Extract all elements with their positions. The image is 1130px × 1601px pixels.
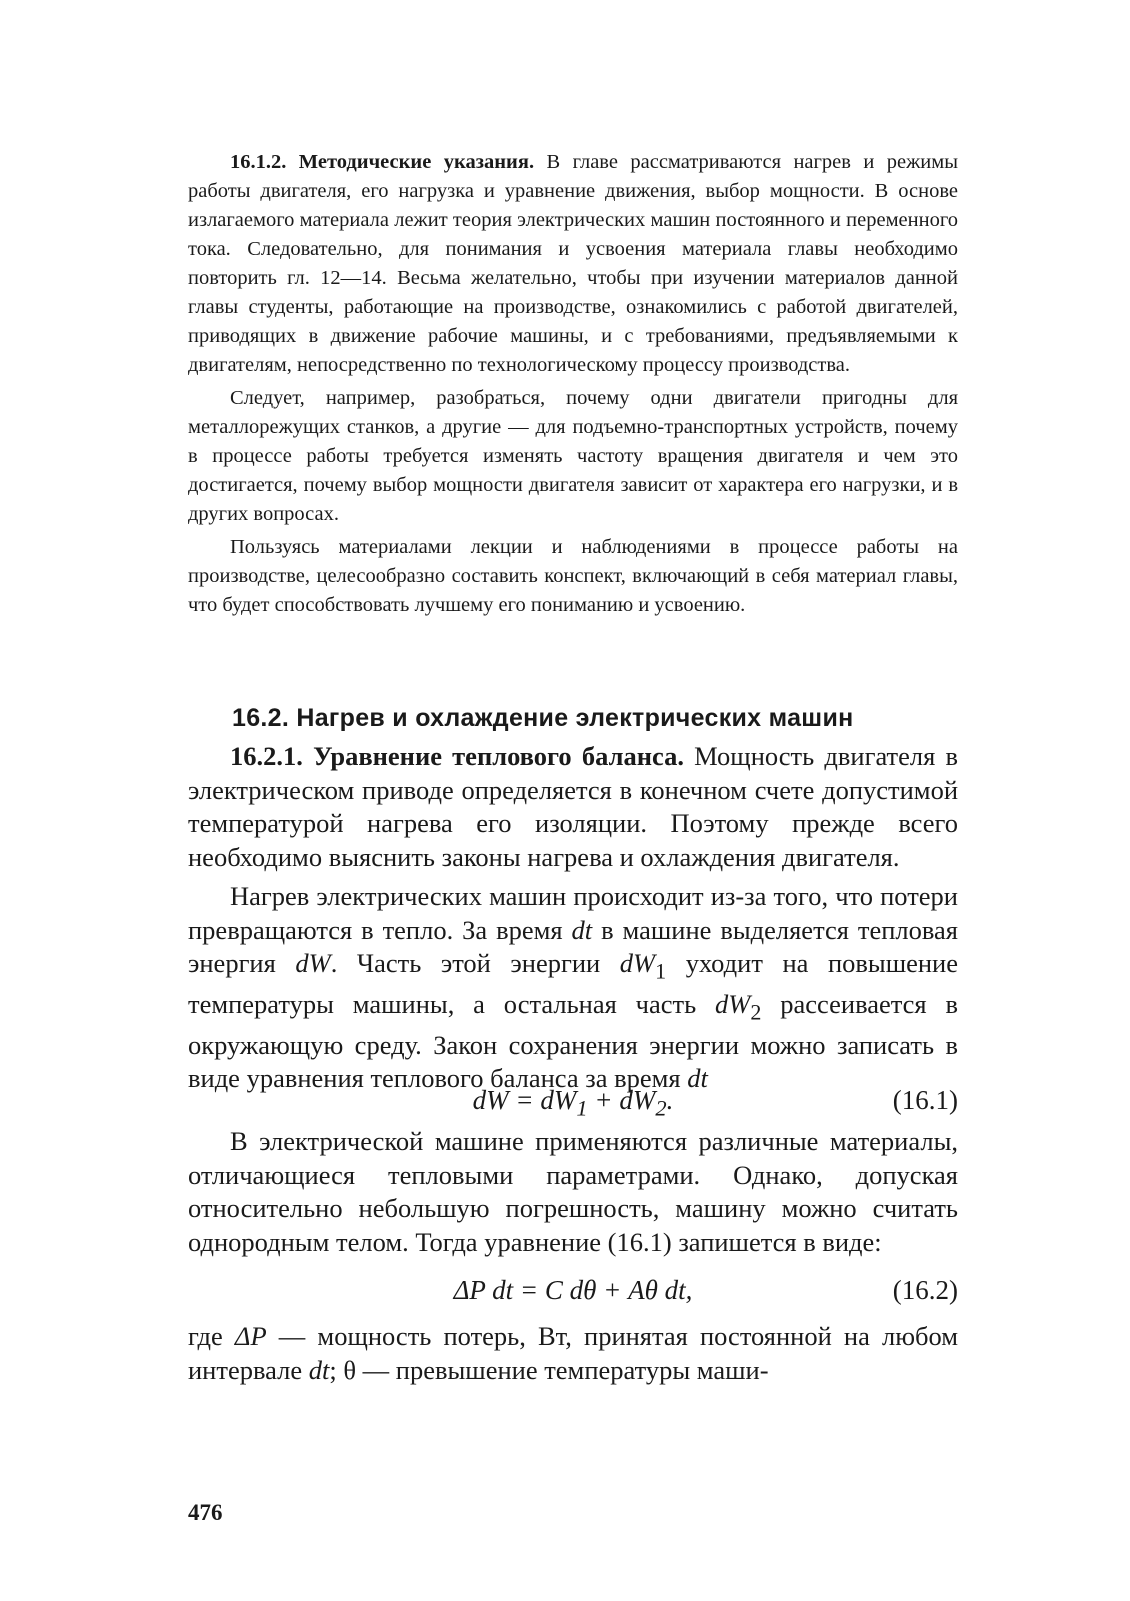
formula-expression: ΔP dt = C dθ + Aθ dt,	[453, 1275, 693, 1305]
formula-part: .	[666, 1085, 674, 1115]
text-run: ; θ — превышение температуры маши-	[329, 1354, 769, 1385]
body-block	[188, 1125, 958, 1259]
math-symbol: ΔP	[234, 1321, 267, 1351]
text-run: в машине выделяется тепловая энергия	[188, 914, 958, 978]
paragraph	[188, 1320, 958, 1387]
math-subscript: 1	[576, 1095, 588, 1121]
equation-number: (16.2)	[892, 1275, 958, 1305]
formula-16-2	[188, 1275, 958, 1315]
math-subscript: 1	[655, 958, 667, 984]
paragraph-text: В главе рассматриваются нагрев и режимы работы двигателя, его нагрузка и уравнение движения, выбор мощности. В основе излагаемого материала лежит теория электрических машин постоянного и переменного тока. Следовательно, для понимания и усвоения материала главы необходимо повторить гл. 12—14. Весьма желательно, чтобы при изучении материалов данной главы студенты, работающие на производстве, ознакомились с работой двигателей, приводящих в движение рабочие машины, и с требованиями, предъявляемыми к двигателям, непосредственно по технологическому процессу производства.	[188, 151, 958, 376]
math-subscript: 2	[655, 1095, 667, 1121]
paragraph	[188, 740, 958, 874]
paragraph: Следует, например, разобраться, почему одни двигатели пригодны для металлорежущих станков, а другие — для подъемно-транспортных устройств, почему в процессе работы требуется изменять частоту вращения двигателя и чем это достигается, почему выбор мощности двигателя зависит от характера его нагрузки, и в других вопросах.	[188, 387, 958, 525]
math-symbol: dW	[715, 988, 751, 1019]
text-run: рассеивается в окружающую среду. Закон сохранения энергии можно записать в виде уравнения теплового баланса за время	[188, 988, 958, 1094]
text-run: — мощность потерь, Вт, принятая постоянной на любом интервале	[188, 1321, 958, 1385]
paragraph	[188, 148, 958, 380]
formula-16-1	[188, 1085, 958, 1125]
paragraph	[188, 880, 958, 1096]
paragraph: Пользуясь материалами лекции и наблюдениями в процессе работы на производстве, целесообразно составить конспект, включающий в себя материал главы, что будет способствовать лучшему его пониманию и усвоению.	[188, 536, 958, 616]
text-run: Нагрев электрических машин происходит из-за того, что потери превращаются в тепло. За время	[188, 881, 958, 945]
guidelines-block	[188, 148, 958, 620]
paragraph-text: Мощность двигателя в электрическом приводе определяется в конечном счете допустимой температурой нагрева его изоляции. Поэтому прежде всего необходимо выяснить законы нагрева и охлаждения двигателя.	[188, 741, 958, 872]
page-number: 476	[188, 1500, 223, 1525]
math-symbol: dW	[295, 948, 331, 978]
section-title: 16.2. Нагрев и охлаждение электрических машин	[232, 704, 854, 732]
math-symbol: dW	[619, 948, 656, 978]
text-run: где	[188, 1321, 235, 1351]
formula-part: dW = dW	[472, 1085, 577, 1115]
subsection-heading: 16.1.2. Методические указания.	[230, 151, 535, 173]
formula-part: + dW	[587, 1085, 656, 1115]
heat-balance-block	[188, 740, 958, 1096]
subsection-heading: 16.2.1. Уравнение теплового баланса.	[230, 741, 684, 771]
math-symbol: dt	[687, 1063, 708, 1094]
text-run: . Часть этой энергии	[330, 948, 620, 978]
math-symbol: dt	[571, 914, 593, 945]
paragraph: В электрической машине применяются различные материалы, отличающиеся тепловыми параметрами. Однако, допуская относительно небольшую погрешность, машину можно считать однородным телом. Тогда уравнение (16.1) запишется в виде:	[188, 1126, 958, 1257]
math-subscript: 2	[750, 999, 762, 1025]
formula-expression	[188, 1085, 958, 1121]
text-run: уходит на повышение температуры машины, а остальная часть	[188, 948, 958, 1019]
equation-number: (16.1)	[892, 1085, 958, 1115]
math-symbol: dt	[308, 1354, 330, 1385]
definitions-block	[188, 1320, 958, 1387]
